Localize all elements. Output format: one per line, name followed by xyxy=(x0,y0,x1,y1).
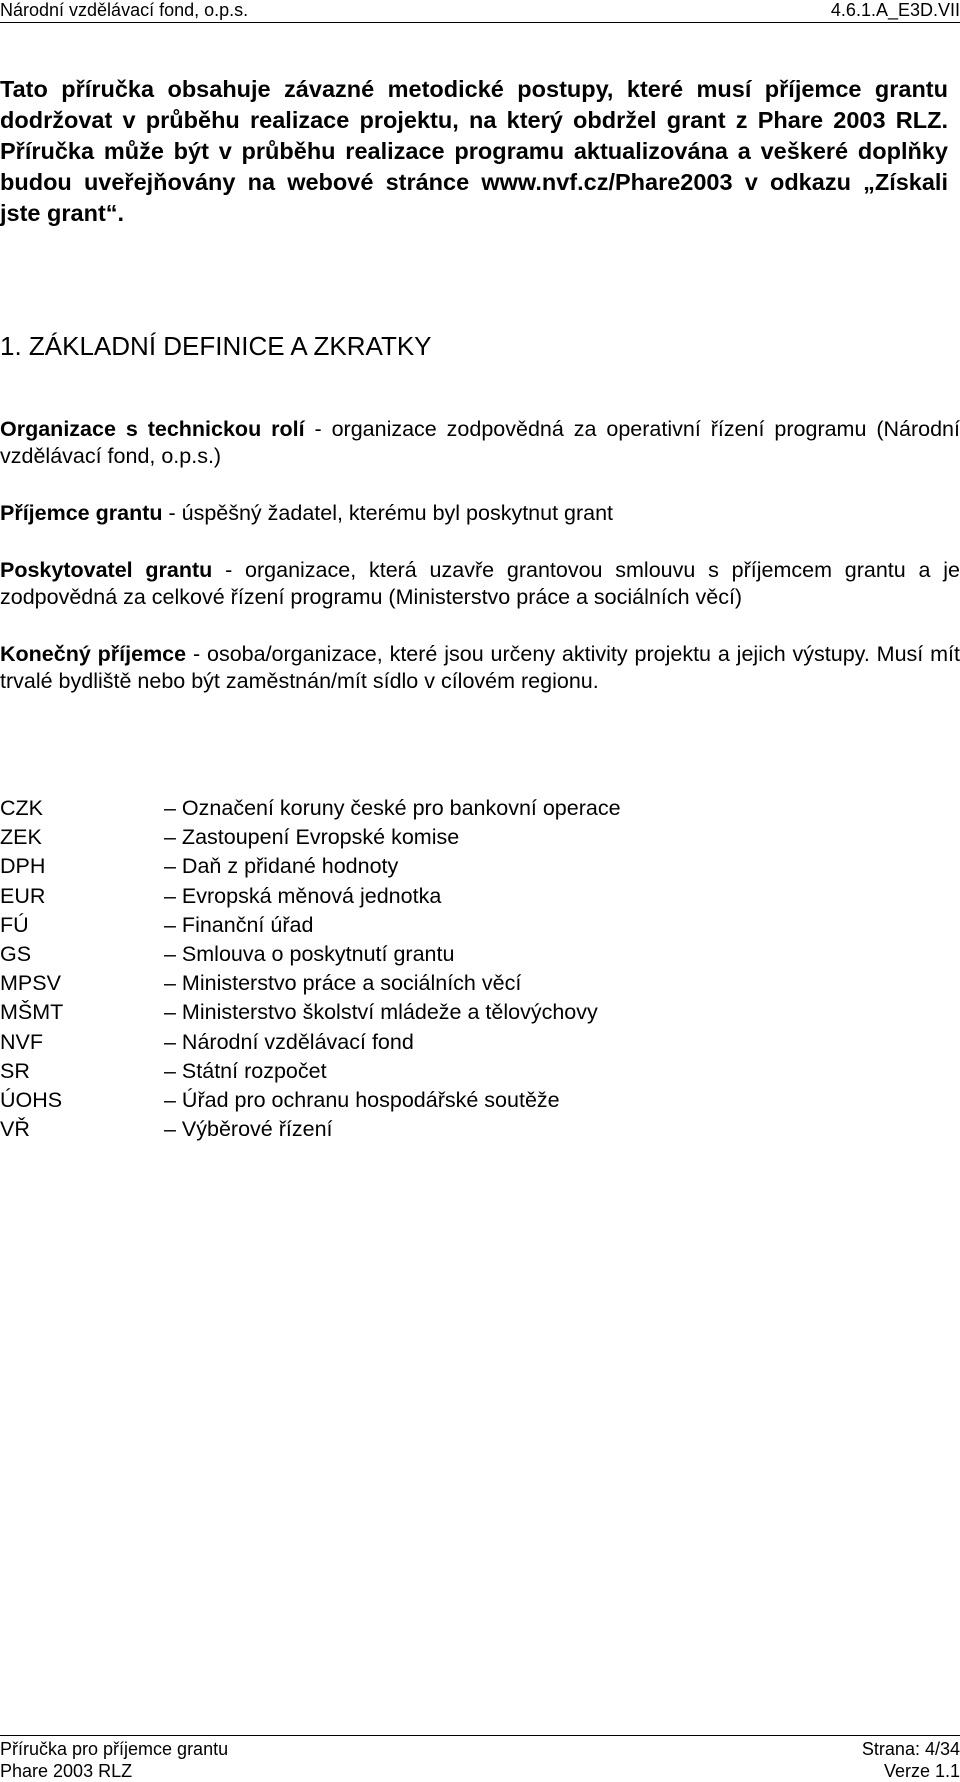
abbreviation-code: DPH xyxy=(0,854,46,879)
definition-item xyxy=(0,641,960,695)
abbreviation-row xyxy=(0,852,960,881)
definition-term: Konečný příjemce xyxy=(0,642,187,666)
header-document-code: 4.6.1.A_E3D.VII xyxy=(830,0,960,20)
abbreviation-code: ZEK xyxy=(0,825,42,850)
abbreviation-code: EUR xyxy=(0,883,46,908)
footer-page-number: Strana: 4/34 xyxy=(861,1739,960,1759)
definition-term: Příjemce grantu xyxy=(0,501,163,525)
footer-program-name: Phare 2003 RLZ xyxy=(0,1761,133,1781)
abbreviation-code: GS xyxy=(0,941,32,966)
abbreviation-description: – Smlouva o poskytnutí grantu xyxy=(164,941,455,966)
abbreviation-description: – Daň z přidané hodnoty xyxy=(164,854,399,879)
abbreviation-row xyxy=(0,823,960,852)
page-footer xyxy=(0,1735,960,1781)
abbreviation-row xyxy=(0,911,960,940)
abbreviation-row xyxy=(0,940,960,969)
abbreviation-code: MPSV xyxy=(0,971,61,996)
abbreviation-description: – Národní vzdělávací fond xyxy=(164,1029,414,1054)
abbreviation-row xyxy=(0,794,960,823)
abbreviation-description: – Úřad pro ochranu hospodářské soutěže xyxy=(164,1087,560,1112)
abbreviation-code: SR xyxy=(0,1058,30,1083)
definition-text: - organizace, která uzavře grantovou smlouvu s příjemcem grantu a je zodpovědná za celkové řízení programu (Ministerstvo práce a sociálních věcí) xyxy=(0,558,960,609)
abbreviation-description: – Ministerstvo práce a sociálních věcí xyxy=(164,971,522,996)
definition-text: - úspěšný žadatel, kterému byl poskytnut grant xyxy=(162,501,614,525)
abbreviation-row xyxy=(0,969,960,998)
intro-paragraph: Tato příručka obsahuje závazné metodické postupy, které musí příjemce grantu dodržovat v průběhu realizace projektu, na který obdržel grant z Phare 2003 RLZ. Příručka může být v průběhu realizace programu aktualizována a veškeré doplňky budou uveřejňovány na webové stránce www.nvf.cz/Phare2003 v odkazu „Získali jste grant“. xyxy=(0,76,948,226)
abbreviation-code: CZK xyxy=(0,796,43,820)
definition-item xyxy=(0,416,960,470)
definition-text: - osoba/organizace, které jsou určeny aktivity projektu a jejich výstupy. Musí mít trvalé bydliště nebo být zaměstnán/mít sídlo v cílovém regionu. xyxy=(0,642,960,693)
page-header xyxy=(0,0,960,22)
definition-term: Poskytovatel grantu xyxy=(0,558,213,582)
abbreviation-code: NVF xyxy=(0,1029,43,1054)
header-organization: Národní vzdělávací fond, o.p.s. xyxy=(0,0,249,20)
abbreviation-description: – Označení koruny české pro bankovní operace xyxy=(164,796,621,820)
abbreviation-description: – Evropská měnová jednotka xyxy=(164,883,442,908)
abbreviation-row xyxy=(0,1086,960,1115)
footer-version: Verze 1.1 xyxy=(883,1761,960,1781)
abbreviation-description: – Zastoupení Evropské komise xyxy=(164,825,460,850)
abbreviations-list xyxy=(0,794,960,1144)
definition-item xyxy=(0,557,960,611)
abbreviation-row xyxy=(0,1057,960,1086)
abbreviation-row xyxy=(0,882,960,911)
definitions-list xyxy=(0,416,960,725)
definition-item xyxy=(0,500,960,527)
abbreviation-code: MŠMT xyxy=(0,1000,64,1025)
abbreviation-code: VŘ xyxy=(0,1117,30,1142)
abbreviation-code: FÚ xyxy=(0,912,29,937)
abbreviation-description: – Výběrové řízení xyxy=(164,1117,333,1142)
footer-manual-title: Příručka pro příjemce grantu xyxy=(0,1739,229,1759)
abbreviation-description: – Ministerstvo školství mládeže a tělovýchovy xyxy=(164,1000,598,1025)
abbreviation-row xyxy=(0,1028,960,1057)
abbreviation-row xyxy=(0,998,960,1027)
abbreviation-description: – Finanční úřad xyxy=(164,912,314,937)
abbreviation-code: ÚOHS xyxy=(0,1087,63,1112)
definition-text: - organizace zodpovědná za operativní řízení programu (Národní vzdělávací fond, o.p.s.) xyxy=(0,417,960,468)
header-divider xyxy=(0,22,960,23)
abbreviation-description: – Státní rozpočet xyxy=(164,1058,327,1083)
section-heading: 1. ZÁKLADNÍ DEFINICE A ZKRATKY xyxy=(0,331,432,361)
abbreviation-row xyxy=(0,1115,960,1144)
footer-divider xyxy=(0,1735,960,1736)
definition-term: Organizace s technickou rolí xyxy=(0,417,305,441)
